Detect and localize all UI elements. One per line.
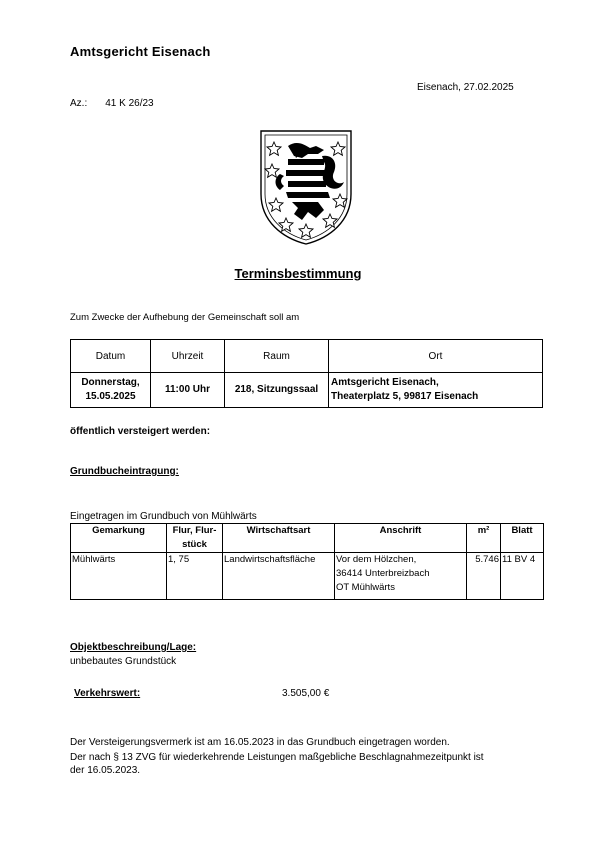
place-date: Eisenach, 27.02.2025 (417, 82, 514, 93)
cell-flur: 1, 75 (167, 553, 223, 600)
cell-blatt: 11 BV 4 (501, 553, 544, 600)
cell-anschrift: Vor dem Hölzchen, 36414 Unterbreizbach OT Mühlwärts (335, 553, 467, 600)
file-reference-value: 41 K 26/23 (105, 98, 154, 109)
note-line-3: der 16.05.2023. (70, 765, 141, 776)
header-gemarkung: Gemarkung (71, 524, 167, 553)
land-register-header-row (71, 524, 544, 553)
intro-text: Zum Zwecke der Aufhebung der Gemeinschaft soll am (70, 312, 300, 323)
note-line-2: Der nach § 13 ZVG für wiederkehrende Leistungen maßgebliche Beschlagnahmezeitpunkt ist (70, 752, 484, 763)
header-blatt: Blatt (501, 524, 544, 553)
land-register-intro: Eingetragen im Grundbuch von Mühlwärts (70, 511, 257, 522)
header-uhrzeit: Uhrzeit (151, 340, 225, 373)
land-register-heading: Grundbucheintragung: (70, 466, 179, 477)
schedule-header-row (71, 340, 543, 373)
cell-m2: 5.746 (467, 553, 501, 600)
file-reference-label: Az.: (70, 98, 88, 109)
object-value: unbebautes Grundstück (70, 656, 177, 667)
court-name: Amtsgericht Eisenach (70, 44, 211, 59)
header-wirtschaftsart: Wirtschaftsart (223, 524, 335, 553)
market-value-amount: 3.505,00 € (282, 688, 330, 699)
schedule-table (70, 339, 543, 408)
header-datum: Datum (71, 340, 151, 373)
cell-wirtschaftsart: Landwirtschaftsfläche (223, 553, 335, 600)
header-raum: Raum (225, 340, 329, 373)
schedule-time: 11:00 Uhr (151, 373, 225, 408)
land-register-row (71, 553, 544, 600)
header-flur: Flur, Flur- stück (167, 524, 223, 553)
thuringia-coat-of-arms-icon (258, 128, 354, 246)
header-ort: Ort (329, 340, 543, 373)
auction-text: öffentlich versteigert werden: (70, 426, 211, 437)
schedule-row (71, 373, 543, 408)
schedule-date: Donnerstag, 15.05.2025 (71, 373, 151, 408)
header-m2: m² (467, 524, 501, 553)
object-heading: Objektbeschreibung/Lage: (70, 642, 197, 653)
land-register-table (70, 523, 544, 600)
schedule-room: 218, Sitzungssaal (225, 373, 329, 408)
schedule-place: Amtsgericht Eisenach, Theaterplatz 5, 99817 Eisenach (329, 373, 543, 408)
file-reference (70, 98, 154, 109)
header-anschrift: Anschrift (335, 524, 467, 553)
cell-gemarkung: Mühlwärts (71, 553, 167, 600)
document-title: Terminsbestimmung (234, 266, 362, 281)
market-value-label: Verkehrswert: (74, 688, 141, 699)
note-line-1: Der Versteigerungsvermerk ist am 16.05.2023 in das Grundbuch eingetragen worden. (70, 737, 450, 748)
